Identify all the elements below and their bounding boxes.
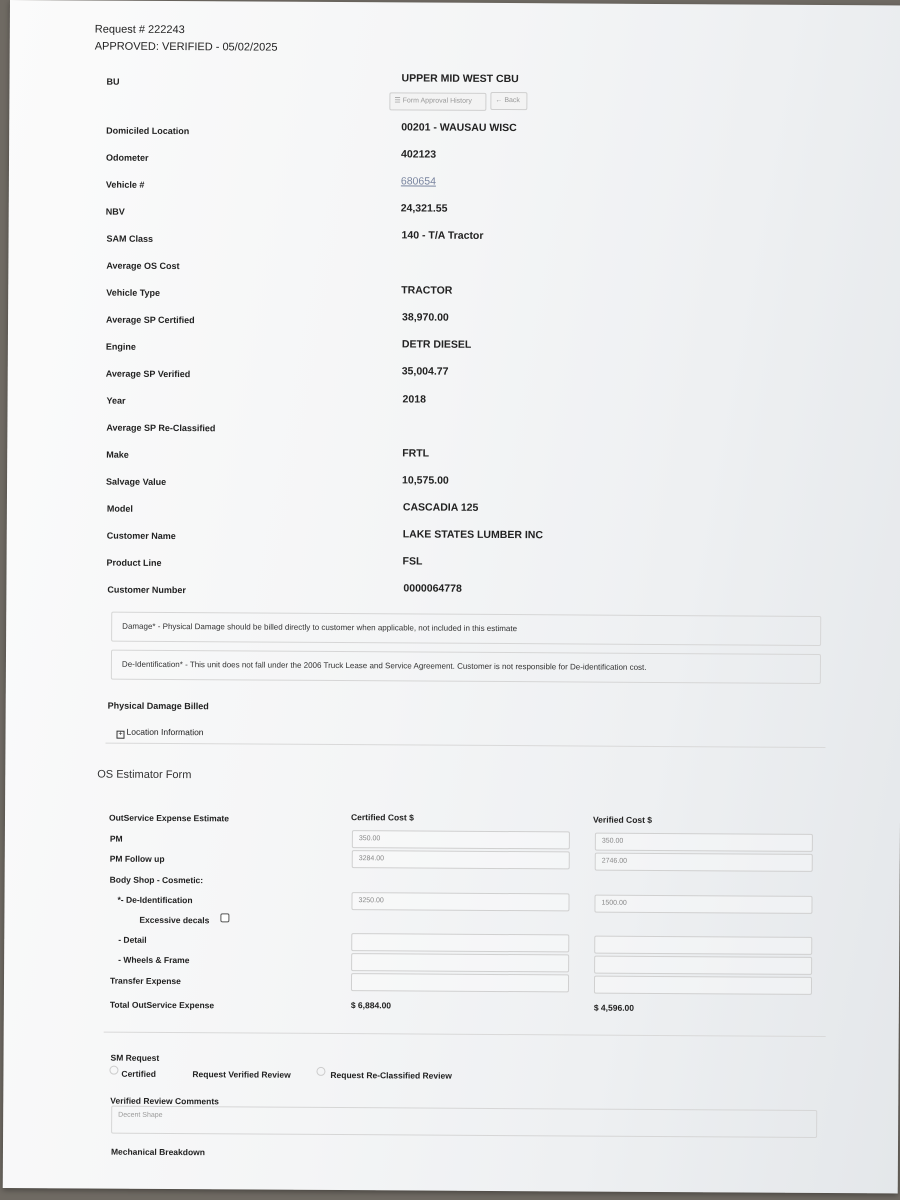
detail-label: - Detail <box>118 934 147 945</box>
odometer-value: 402123 <box>401 148 437 161</box>
make-value: FRTL <box>402 447 430 460</box>
sm-request-label: SM Request <box>110 1052 160 1063</box>
divider <box>105 743 825 748</box>
approval-status: APPROVED: VERIFIED - 05/02/2025 <box>94 40 278 54</box>
avg-sp-certified-label: Average SP Certified <box>106 314 195 326</box>
salvage-value-label: Salvage Value <box>106 476 167 487</box>
excessive-decals-checkbox[interactable] <box>220 913 229 922</box>
nbv-value: 24,321.55 <box>400 202 448 215</box>
list-icon: ☰ <box>394 97 401 105</box>
os-estimator-title: OS Estimator Form <box>97 768 192 782</box>
body-shop-label: Body Shop - Cosmetic: <box>109 874 204 886</box>
pm-follow-up-certified-input[interactable]: 3284.00 <box>352 850 570 869</box>
product-line-value: FSL <box>402 555 423 568</box>
engine-value: DETR DIESEL <box>401 338 472 351</box>
deidentification-note: De-Identification* - This unit does not fall under the 2006 Truck Lease and Service Agreement. Customer is not responsible for De-identification cost. <box>111 650 821 684</box>
bu-label: BU <box>106 76 120 87</box>
year-value: 2018 <box>402 393 426 406</box>
expense-estimate-header: OutService Expense Estimate <box>108 812 230 824</box>
transfer-expense-label: Transfer Expense <box>109 975 181 987</box>
wheels-frame-certified-input[interactable] <box>351 953 569 972</box>
detail-verified-input[interactable] <box>594 936 812 955</box>
deidentification-label: *- De-Identification <box>117 894 193 906</box>
average-os-cost-label: Average OS Cost <box>106 260 180 272</box>
vehicle-type-value: TRACTOR <box>401 284 453 297</box>
avg-sp-verified-label: Average SP Verified <box>105 368 191 380</box>
vehicle-type-label: Vehicle Type <box>106 287 161 298</box>
request-number: Request # 222243 <box>94 23 185 37</box>
total-outservice-label: Total OutService Expense <box>109 999 215 1011</box>
nbv-label: NBV <box>105 206 125 217</box>
location-info-toggle[interactable] <box>116 727 203 740</box>
avg-sp-verified-value: 35,004.77 <box>401 365 449 378</box>
pm-verified-input[interactable]: 350.00 <box>595 833 813 852</box>
product-line-label: Product Line <box>106 557 162 568</box>
detail-certified-input[interactable] <box>351 933 569 952</box>
vehicle-number-label: Vehicle # <box>105 179 145 190</box>
customer-name-value: LAKE STATES LUMBER INC <box>402 528 543 542</box>
reclassified-review-radio[interactable] <box>316 1067 325 1076</box>
mechanical-breakdown-label: Mechanical Breakdown <box>110 1146 206 1158</box>
deidentification-verified-input[interactable]: 1500.00 <box>594 895 812 914</box>
sam-class-value: 140 - T/A Tractor <box>401 229 484 242</box>
wheels-frame-label: - Wheels & Frame <box>118 954 190 966</box>
model-value: CASCADIA 125 <box>402 501 479 514</box>
domiciled-location-value: 00201 - WAUSAU WISC <box>401 121 517 135</box>
certified-cost-header: Certified Cost $ <box>350 812 414 823</box>
divider <box>104 1032 826 1037</box>
bu-value: UPPER MID WEST CBU <box>401 72 519 86</box>
location-info-label: Location Information <box>126 726 204 738</box>
expand-plus-icon: + <box>118 730 123 738</box>
make-label: Make <box>106 449 129 460</box>
back-label: Back <box>504 97 520 105</box>
year-label: Year <box>106 395 126 406</box>
vehicle-number-link[interactable]: 680654 <box>400 175 436 188</box>
pm-follow-up-label: PM Follow up <box>109 853 165 864</box>
approval-history-button[interactable] <box>389 92 486 111</box>
document-page <box>3 0 900 1193</box>
pm-follow-up-verified-input[interactable]: 2746.00 <box>595 853 813 872</box>
total-verified-value: $ 4,596.00 <box>593 1002 635 1013</box>
back-button[interactable] <box>490 92 527 110</box>
pm-certified-input[interactable]: 350.00 <box>352 830 570 849</box>
certified-radio[interactable] <box>109 1066 118 1075</box>
physical-damage-billed-label: Physical Damage Billed <box>107 700 209 712</box>
wheels-frame-verified-input[interactable] <box>594 956 812 975</box>
reclassified-review-option-label: Request Re-Classified Review <box>330 1069 452 1081</box>
model-label: Model <box>106 503 133 514</box>
verified-review-comments-input[interactable]: Decent Shape <box>111 1106 817 1138</box>
certified-option-label: Certified <box>121 1068 156 1079</box>
customer-number-label: Customer Number <box>107 584 186 596</box>
total-certified-value: $ 6,884.00 <box>350 1000 392 1011</box>
approval-history-label: Form Approval History <box>402 97 472 105</box>
customer-name-label: Customer Name <box>106 530 176 542</box>
odometer-label: Odometer <box>106 152 149 163</box>
avg-sp-reclassified-label: Average SP Re-Classified <box>106 422 216 434</box>
verified-cost-header: Verified Cost $ <box>592 814 653 825</box>
engine-label: Engine <box>105 341 136 352</box>
transfer-certified-input[interactable] <box>351 973 569 992</box>
customer-number-value: 0000064778 <box>403 582 462 595</box>
excessive-decals-label: Excessive decals <box>139 914 210 926</box>
verified-review-comments-label: Verified Review Comments <box>110 1095 219 1107</box>
transfer-verified-input[interactable] <box>594 976 812 995</box>
back-arrow-icon: ← <box>495 96 503 105</box>
damage-note: Damage* - Physical Damage should be billed directly to customer when applicable, not included in this estimate <box>111 612 821 646</box>
deidentification-certified-input[interactable]: 3250.00 <box>351 892 569 911</box>
domiciled-location-label: Domiciled Location <box>106 125 190 137</box>
salvage-value-value: 10,575.00 <box>402 474 449 487</box>
avg-sp-certified-value: 38,970.00 <box>402 311 449 324</box>
pm-label: PM <box>109 833 123 844</box>
verified-review-option-label[interactable]: Request Verified Review <box>192 1069 291 1080</box>
sam-class-label: SAM Class <box>106 233 154 244</box>
